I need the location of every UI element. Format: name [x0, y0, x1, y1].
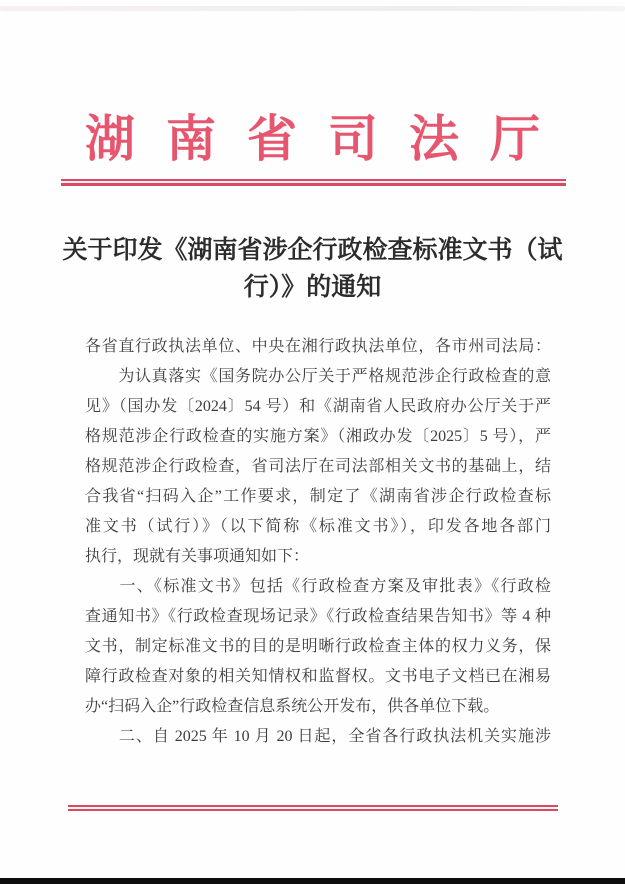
body-line: 为认真落实《国务院办公厅关于严格规范涉企行政检查的意: [85, 368, 551, 385]
body-line: 见》（国办发〔2024〕54 号）和《湖南省人民政府办公厅关于严: [85, 398, 551, 415]
body-line: 合我省“扫码入企”工作要求，制定了《湖南省涉企行政检查标: [85, 488, 551, 505]
footer-red-rule: [68, 805, 558, 811]
body-line: 查通知书》《行政检查现场记录》《行政检查结果告知书》等 4 种: [85, 608, 551, 625]
body-line: 准文书（试行）》（以下简称《标准文书》），印发各地各部门: [85, 518, 551, 535]
body-line: 障行政检查对象的相关知情权和监督权。文书电子文档已在湘易: [85, 668, 551, 685]
body-line: 格规范涉企行政检查的实施方案》（湘政办发〔2025〕5 号），严: [85, 428, 551, 445]
body-line: 办“扫码入企”行政检查信息系统公开发布，供各单位下载。: [85, 698, 500, 715]
header-red-rule: [61, 179, 566, 186]
body-line: 一、《标准文书》包括《行政检查方案及审批表》《行政检: [85, 578, 551, 595]
page-bottom-scan-edge: [0, 878, 625, 884]
body-line: 格规范涉企行政检查，省司法厅在司法部相关文书的基础上，结: [85, 458, 551, 475]
document-body: [85, 332, 551, 752]
body-line: 文书，制定标准文书的目的是明晰行政检查主体的权力义务，保: [85, 638, 551, 655]
body-line: 各省直行政执法单位、中央在湘行政执法单位，各市州司法局：: [85, 338, 551, 355]
body-line: 二、自 2025 年 10 月 20 日起，全省各行政执法机关实施涉: [85, 728, 551, 745]
body-line: 执行，现就有关事项通知如下：: [85, 548, 310, 565]
document-title-line-2: 行）》的通知: [243, 274, 382, 301]
document-title: [62, 232, 563, 306]
page-top-scan-edge: [0, 6, 625, 11]
document-title-line-1: 关于印发《湖南省涉企行政检查标准文书（试: [62, 237, 563, 264]
agency-name: 湖南省司法厅: [85, 111, 571, 167]
